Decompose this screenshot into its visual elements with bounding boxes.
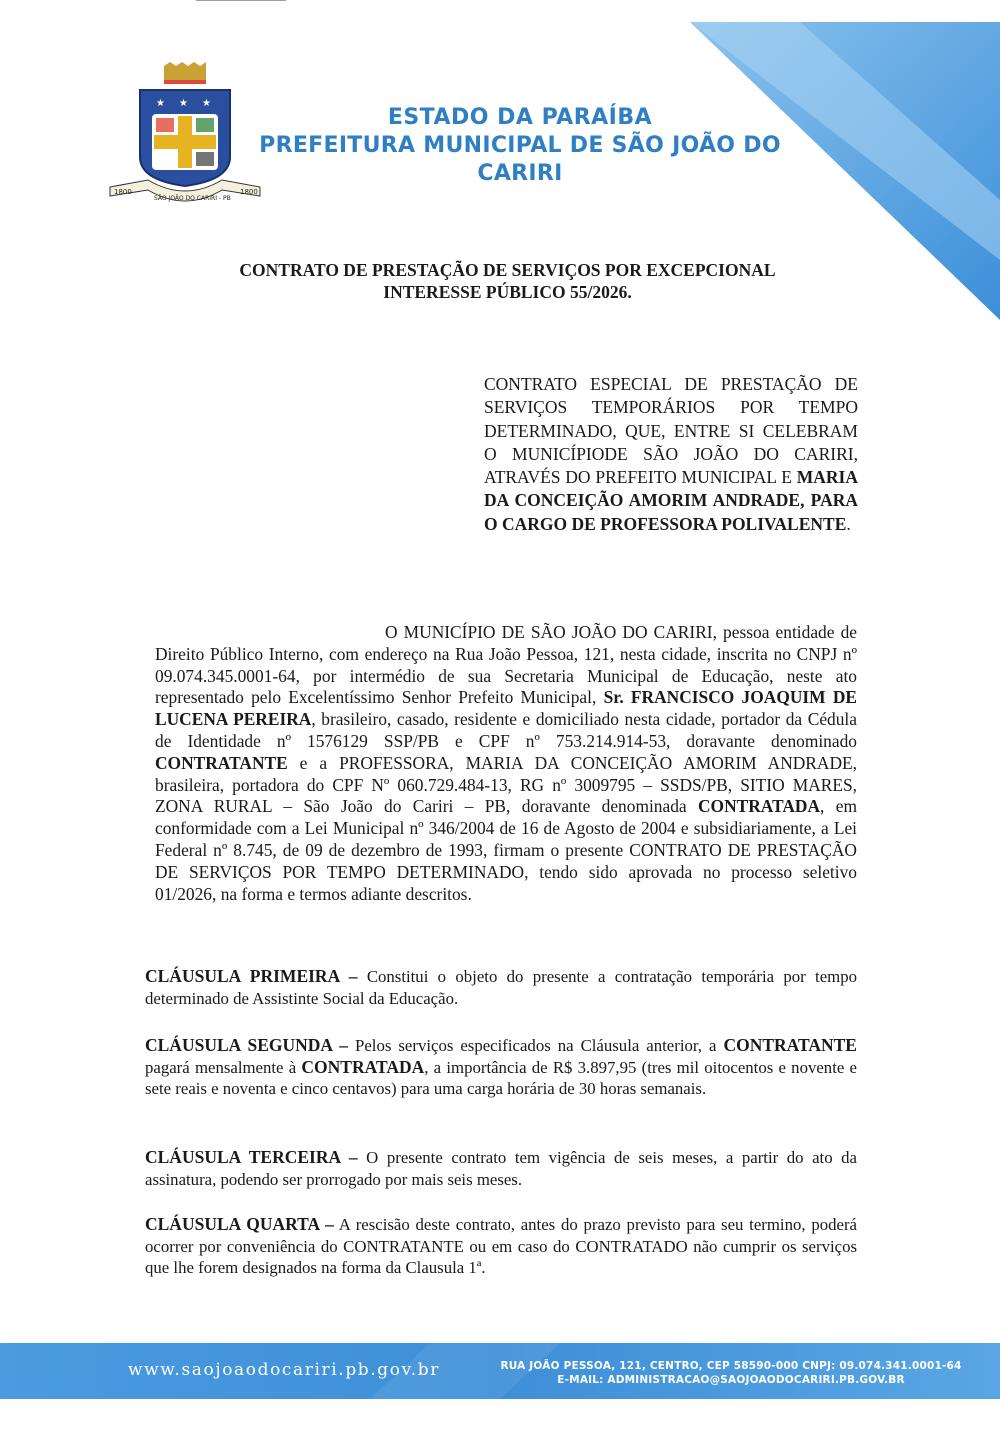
preamble-part-1: O MUNICÍPIO DE SÃO JOÃO DO CARIRI, pessoa entidade de Direito Público Interno, com endereço na Rua João Pessoa, 121, nesta cidade, inscrita no CNPJ nº 09.074.345.0001-64, por intermédio de sua Secretaria Municipal de Educação, neste ato representado pelo Excelentíssimo Senhor Prefeito Municipal, <box>155 622 857 708</box>
clause-text: A rescisão deste contrato, antes do prazo previsto para seu termino, poderá ocorrer por conveniência do CONTRATANTE ou em caso do CONTRATADO não cumprir os serviços que lhe forem designados na forma da Clausula 1ª. <box>145 1215 857 1278</box>
svg-text:★: ★ <box>179 98 188 109</box>
clause-fourth <box>145 1214 857 1279</box>
summary-contractor: MARIA DA CONCEIÇÃO AMORIM ANDRADE, PARA O CARGO DE PROFESSORA POLIVALENTE <box>484 467 858 534</box>
clause-text: pagará mensalmente à <box>145 1057 302 1077</box>
preamble-part-3: e a PROFESSORA, MARIA DA CONCEIÇÃO AMORIM ANDRADE, brasileira, portadora do CPF Nº 060.729.484-13, RG nº 3009795 – SSDS/PB, SITIO MARES, ZONA RURAL – São João do Cariri – PB, doravante denominada <box>155 752 857 817</box>
mayor-name: Sr. FRANCISCO JOAQUIM DE LUCENA PEREIRA <box>155 687 857 730</box>
footer-email: E-MAIL: ADMINISTRACAO@SAOJOAODOCARIRI.PB.GOV.BR <box>557 1374 905 1386</box>
contract-summary <box>484 373 858 536</box>
svg-text:1800: 1800 <box>114 188 132 196</box>
summary-text: CONTRATO ESPECIAL DE PRESTAÇÃO DE SERVIÇOS TEMPORÁRIOS POR TEMPO DETERMINADO, QUE, ENTRE SI CELEBRAM O MUNICÍPIODE SÃO JOÃO DO CARIRI, ATRAVÉS DO PREFEITO MUNICIPAL E <box>484 374 858 488</box>
clause-second <box>145 1035 857 1100</box>
clause-label: CLÁUSULA QUARTA – <box>145 1214 334 1234</box>
clause-text: Pelos serviços especificados na Cláusula anterior, a <box>348 1036 724 1055</box>
clause-third <box>145 1147 857 1190</box>
footer-website: www.saojoaodocariri.pb.gov.br <box>128 1360 440 1380</box>
clause-first <box>145 966 857 1009</box>
svg-text:SÃO JOÃO DO CARIRI - PB: SÃO JOÃO DO CARIRI - PB <box>154 195 231 202</box>
contract-preamble <box>155 622 857 905</box>
clause-label: CLÁUSULA SEGUNDA – <box>145 1035 349 1055</box>
clause-text: Constitui o objeto do presente a contratação temporária por tempo determinado de Assistinte Social da Educação. <box>145 967 858 1008</box>
header-titles <box>240 104 800 188</box>
document-title-line-2: INTERESSE PÚBLICO 55/2026. <box>383 282 632 302</box>
svg-text:★: ★ <box>156 98 165 109</box>
municipal-coat-of-arms-icon <box>108 62 262 212</box>
clause-label: CLÁUSULA PRIMEIRA – <box>145 966 358 986</box>
footer-contact <box>470 1359 992 1387</box>
svg-text:1800: 1800 <box>240 188 258 196</box>
state-name: ESTADO DA PARAÍBA <box>387 105 653 130</box>
preamble-part-2: , brasileiro, casado, residente e domiciliado nesta cidade, portador da Cédula de Identidade nº 1576129 SSP/PB e CPF nº 753.214.914-53, doravante denominado <box>155 709 857 751</box>
contratada-term: CONTRATADA <box>301 1056 425 1077</box>
clause-text: O presente contrato tem vigência de seis meses, a partir do ato da assinatura, podendo ser prorrogado por mais seis meses. <box>145 1148 857 1189</box>
document-title-line-1: CONTRATO DE PRESTAÇÃO DE SERVIÇOS POR EXCEPCIONAL <box>239 260 776 280</box>
contratante-term: CONTRATANTE <box>723 1035 857 1055</box>
contratante-term: CONTRATANTE <box>155 752 288 773</box>
contratada-term: CONTRATADA <box>697 796 821 817</box>
prefeitura-name: PREFEITURA MUNICIPAL DE SÃO JOÃO DO CARIRI <box>259 133 781 186</box>
clause-label: CLÁUSULA TERCEIRA – <box>145 1147 358 1167</box>
clause-text: , a importância de R$ 3.897,95 (tres mil oitocentos e novente e sete reais e noventa e cinco centavos) para uma carga horária de 30 horas semanais. <box>145 1057 857 1099</box>
document-title <box>150 259 865 303</box>
preamble-part-4: , em conformidade com a Lei Municipal nº 346/2004 de 16 de Agosto de 2004 e subsidiariamente, a Lei Federal nº 8.745, de 09 de dezembro de 1993, firmam o presente CONTRATO DE PRESTAÇÃO DE SERVIÇOS POR TEMPO DETERMINADO, tendo sido aprovada no processo seletivo 01/2026, na forma e termos adiante descritos. <box>155 796 857 904</box>
summary-end: . <box>846 513 851 534</box>
bottom-margin <box>0 1410 1000 1432</box>
footer-address: RUA JOÃO PESSOA, 121, CENTRO, CEP 58590-000 CNPJ: 09.074.341.0001-64 <box>500 1360 962 1372</box>
svg-text:★: ★ <box>202 98 211 109</box>
